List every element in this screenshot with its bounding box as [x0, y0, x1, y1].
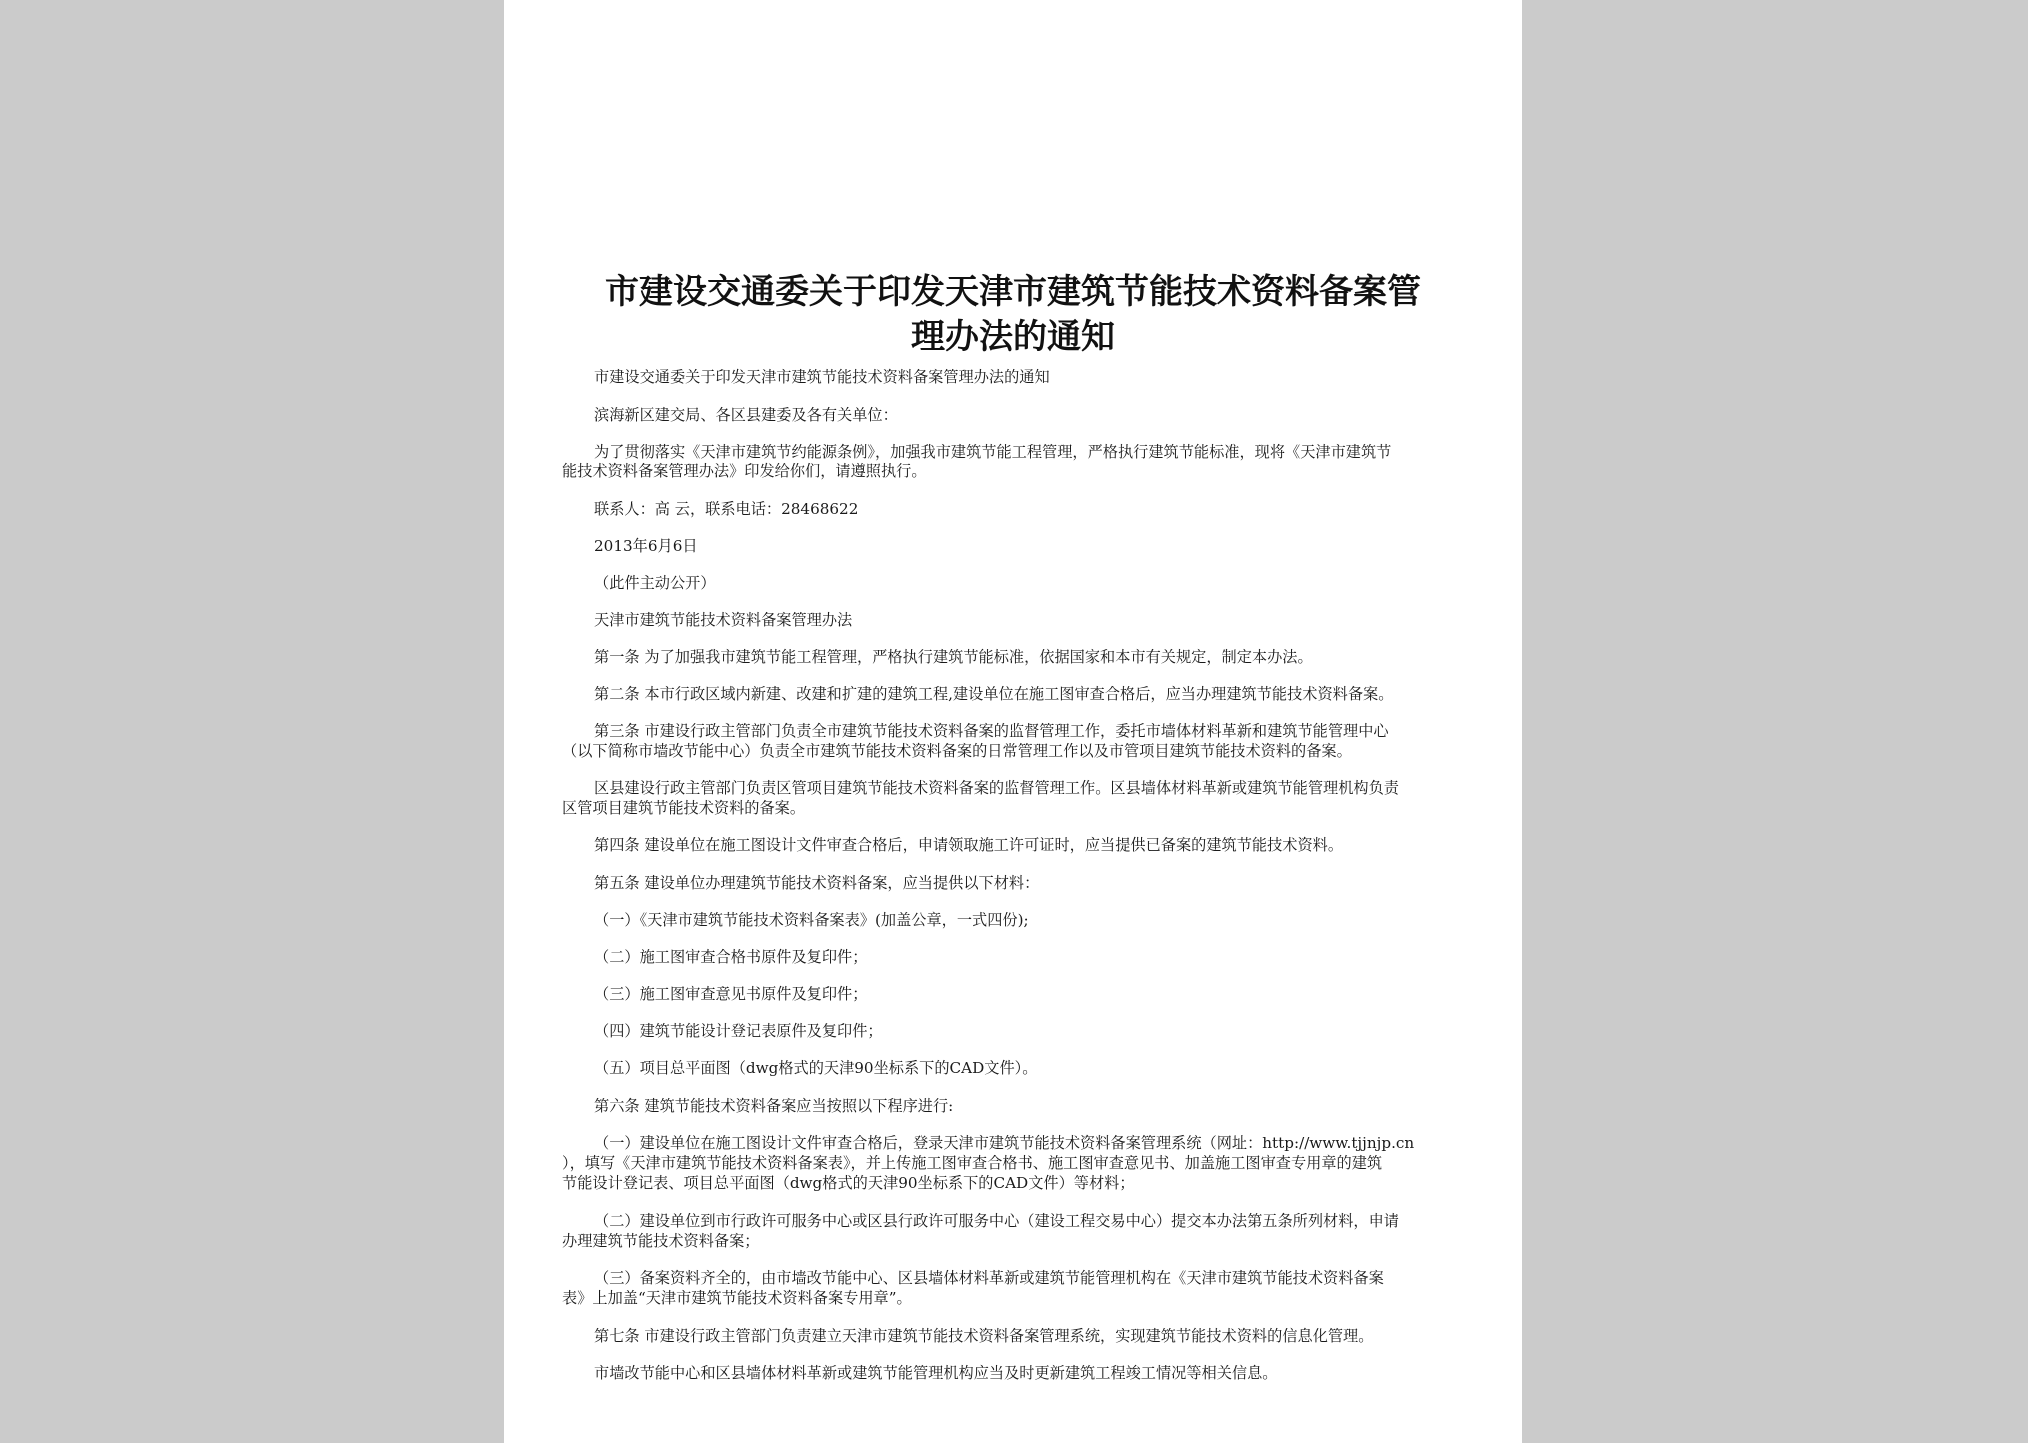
paragraph-article-7: 第七条 市建设行政主管部门负责建立天津市建筑节能技术资料备案管理系统，实现建筑节能技术资料的信息化管理。	[594, 1327, 1374, 1345]
paragraph-district-line-2: 区管项目建筑节能技术资料的备案。	[562, 799, 805, 817]
paragraph-article-5: 第五条 建设单位办理建筑节能技术资料备案，应当提供以下材料：	[594, 874, 1040, 892]
list-item-5-4: （四）建筑节能设计登记表原件及复印件；	[594, 1022, 883, 1040]
paragraph-article-6: 第六条 建筑节能技术资料备案应当按照以下程序进行:	[594, 1097, 954, 1115]
list-item-5-2: （二）施工图审查合格书原件及复印件；	[594, 948, 868, 966]
list-item-6-1-line-2: ），填写《天津市建筑节能技术资料备案表》，并上传施工图审查合格书、施工图审查意见书、加盖施工图审查专用章的建筑	[562, 1154, 1383, 1172]
paragraph-disclosure: （此件主动公开）	[594, 574, 716, 592]
paragraph-article-3-line-1: 第三条 市建设行政主管部门负责全市建筑节能技术资料备案的监督管理工作，委托市墙体材料革新和建筑节能管理中心	[594, 722, 1389, 740]
list-item-6-1-line-1: （一）建设单位在施工图设计文件审查合格后，登录天津市建筑节能技术资料备案管理系统（网址：http://www.tjjnjp.cn	[594, 1134, 1415, 1152]
paragraph-article-1: 第一条 为了加强我市建筑节能工程管理，严格执行建筑节能标准，依据国家和本市有关规定，制定本办法。	[594, 648, 1313, 666]
paragraph-article-2: 第二条 本市行政区域内新建、改建和扩建的建筑工程,建设单位在施工图审查合格后，应当办理建筑节能技术资料备案。	[594, 685, 1394, 703]
paragraph-article-4: 第四条 建设单位在施工图设计文件审查合格后，申请领取施工许可证时，应当提供已备案的建筑节能技术资料。	[594, 836, 1344, 854]
paragraph-date: 2013年6月6日	[594, 537, 698, 555]
paragraph-purpose-line-2: 能技术资料备案管理办法》印发给你们，请遵照执行。	[562, 462, 927, 480]
document-title-line-1: 市建设交通委关于印发天津市建筑节能技术资料备案管	[605, 272, 1421, 312]
list-item-5-5: （五）项目总平面图（dwg格式的天津90坐标系下的CAD文件）。	[594, 1059, 1038, 1077]
paragraph-update-info: 市墙改节能中心和区县墙体材料革新或建筑节能管理机构应当及时更新建筑工程竣工情况等相关信息。	[594, 1364, 1278, 1382]
list-item-5-1: （一）《天津市建筑节能技术资料备案表》(加盖公章，一式四份);	[594, 911, 1029, 929]
document-page	[504, 0, 1522, 1443]
paragraph-district-line-1: 区县建设行政主管部门负责区管项目建筑节能技术资料备案的监督管理工作。区县墙体材料革新或建筑节能管理机构负责	[594, 779, 1399, 797]
list-item-6-2-line-2: 办理建筑节能技术资料备案；	[562, 1232, 760, 1250]
list-item-6-1-line-3: 节能设计登记表、项目总平面图（dwg格式的天津90坐标系下的CAD文件）等材料；	[562, 1174, 1135, 1192]
list-item-6-3-line-1: （三）备案资料齐全的，由市墙改节能中心、区县墙体材料革新或建筑节能管理机构在《天津市建筑节能技术资料备案	[594, 1269, 1384, 1287]
list-item-6-3-line-2: 表》上加盖“天津市建筑节能技术资料备案专用章”。	[562, 1289, 912, 1307]
paragraph-article-3-line-2: （以下简称市墙改节能中心）负责全市建筑节能技术资料备案的日常管理工作以及市管项目建筑节能技术资料的备案。	[562, 742, 1352, 760]
paragraph-purpose-line-1: 为了贯彻落实《天津市建筑节约能源条例》，加强我市建筑节能工程管理，严格执行建筑节能标准，现将《天津市建筑节	[594, 443, 1392, 461]
paragraph-notice-heading: 市建设交通委关于印发天津市建筑节能技术资料备案管理办法的通知	[594, 368, 1050, 386]
document-title-line-2: 理办法的通知	[911, 317, 1115, 357]
paragraph-contact: 联系人：高 云，联系电话：28468622	[594, 500, 859, 518]
paragraph-addressee: 滨海新区建交局、各区县建委及各有关单位：	[594, 406, 898, 424]
paragraph-measures-title: 天津市建筑节能技术资料备案管理办法	[594, 611, 853, 629]
list-item-5-3: （三）施工图审查意见书原件及复印件；	[594, 985, 868, 1003]
list-item-6-2-line-1: （二）建设单位到市行政许可服务中心或区县行政许可服务中心（建设工程交易中心）提交本办法第五条所列材料，申请	[594, 1212, 1399, 1230]
